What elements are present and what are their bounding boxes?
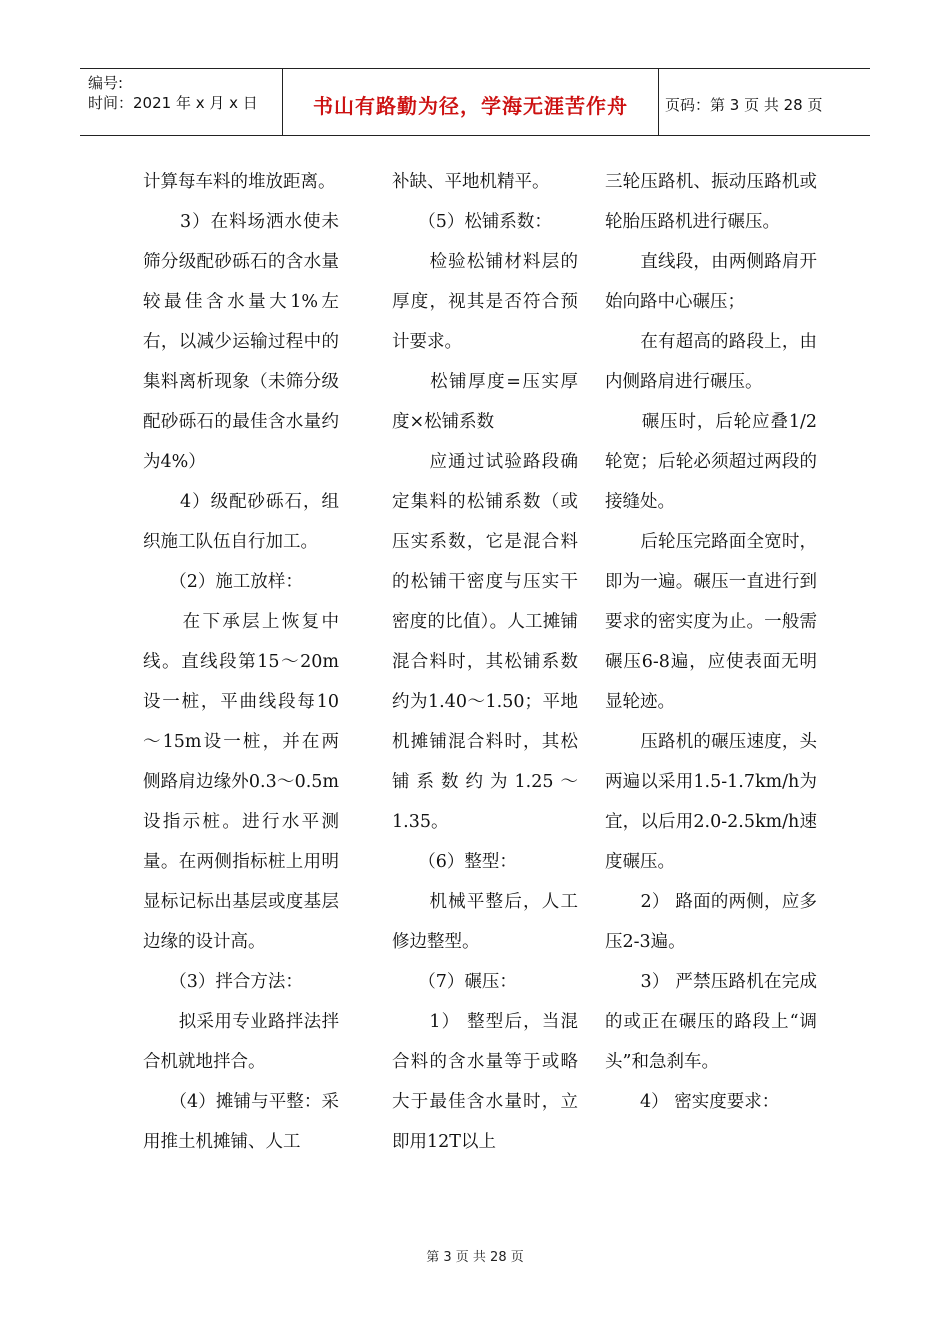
document-number-label: 编号: xyxy=(88,74,124,92)
paragraph: 4） 密实度要求： xyxy=(605,1092,780,1112)
document-date: 时间：2021 年 x 月 x 日 xyxy=(88,94,258,112)
page-footer: 第 3 页 共 28 页 xyxy=(426,1250,524,1265)
paragraph: 松铺厚度=压实厚度×松铺系数 xyxy=(392,372,578,432)
paragraph: 3）在料场洒水使未筛分级配砂砾石的含水量较最佳含水量大1%左右，以减少运输过程中的集料离析现象（未筛分级配砂砾石的最佳含水量约为4%） xyxy=(143,212,339,472)
header-page-info: 页码：第 3 页 共 28 页 xyxy=(665,95,823,114)
paragraph: 补缺、平地机精平。 xyxy=(392,172,550,192)
paragraph: 机械平整后，人工修边整型。 xyxy=(392,892,578,952)
paragraph: 检验松铺材料层的厚度，视其是否符合预计要求。 xyxy=(392,252,578,352)
paragraph: 直线段，由两侧路肩开始向路中心碾压； xyxy=(605,252,817,312)
text-column-1 xyxy=(143,162,339,1162)
page-header xyxy=(80,68,870,136)
paragraph: 在有超高的路段上，由内侧路肩进行碾压。 xyxy=(605,332,817,392)
text-column-2 xyxy=(392,162,578,1162)
paragraph: 应通过试验路段确定集料的松铺系数（或压实系数，它是混合料的松铺干密度与压实干密度的比值）。人工摊铺混合料时，其松铺系数约为1.40～1.50；平地机摊铺混合料时，其松铺系数约为1.25～1.35。 xyxy=(392,452,578,832)
paragraph: 1） 整型后，当混合料的含水量等于或略大于最佳含水量时，立即用12T以上 xyxy=(392,1012,578,1152)
paragraph: （7）碾压： xyxy=(392,972,517,992)
paragraph: （2）施工放样： xyxy=(143,572,303,592)
paragraph: （3）拌合方法： xyxy=(143,972,303,992)
paragraph: 4）级配砂砾石，组织施工队伍自行加工。 xyxy=(143,492,339,552)
paragraph: 压路机的碾压速度，头两遍以采用1.5-1.7km/h为宜，以后用2.0-2.5km/h速度碾压。 xyxy=(605,732,817,872)
paragraph: 三轮压路机、振动压路机或轮胎压路机进行碾压。 xyxy=(605,172,817,232)
paragraph: 计算每车料的堆放距离。 xyxy=(143,172,336,192)
header-meta xyxy=(80,69,283,135)
text-column-3 xyxy=(605,162,817,1122)
paragraph: 拟采用专业路拌法拌合机就地拌合。 xyxy=(143,1012,339,1072)
paragraph: （6）整型： xyxy=(392,852,517,872)
paragraph: （5）松铺系数： xyxy=(392,212,552,232)
paragraph: （4）摊铺与平整：采用推土机摊铺、人工 xyxy=(143,1092,339,1152)
paragraph: 碾压时，后轮应叠1/2轮宽；后轮必须超过两段的接缝处。 xyxy=(605,412,817,512)
paragraph: 3） 严禁压路机在完成的或正在碾压的路段上“调头”和急刹车。 xyxy=(605,972,817,1072)
paragraph: 后轮压完路面全宽时，即为一遍。碾压一直进行到要求的密实度为止。一般需碾压6-8遍，应使表面无明显轮迹。 xyxy=(605,532,817,712)
paragraph: 在下承层上恢复中线。直线段第15～20m设一桩，平曲线段每10～15m设一桩，并在两侧路肩边缘外0.3～0.5m设指示桩。进行水平测量。在两侧指标桩上用明显标记标出基层或度基层边缘的设计高。 xyxy=(143,612,339,952)
header-motto: 书山有路勤为径，学海无涯苦作舟 xyxy=(283,69,659,135)
paragraph: 2） 路面的两侧，应多压2-3遍。 xyxy=(605,892,817,952)
